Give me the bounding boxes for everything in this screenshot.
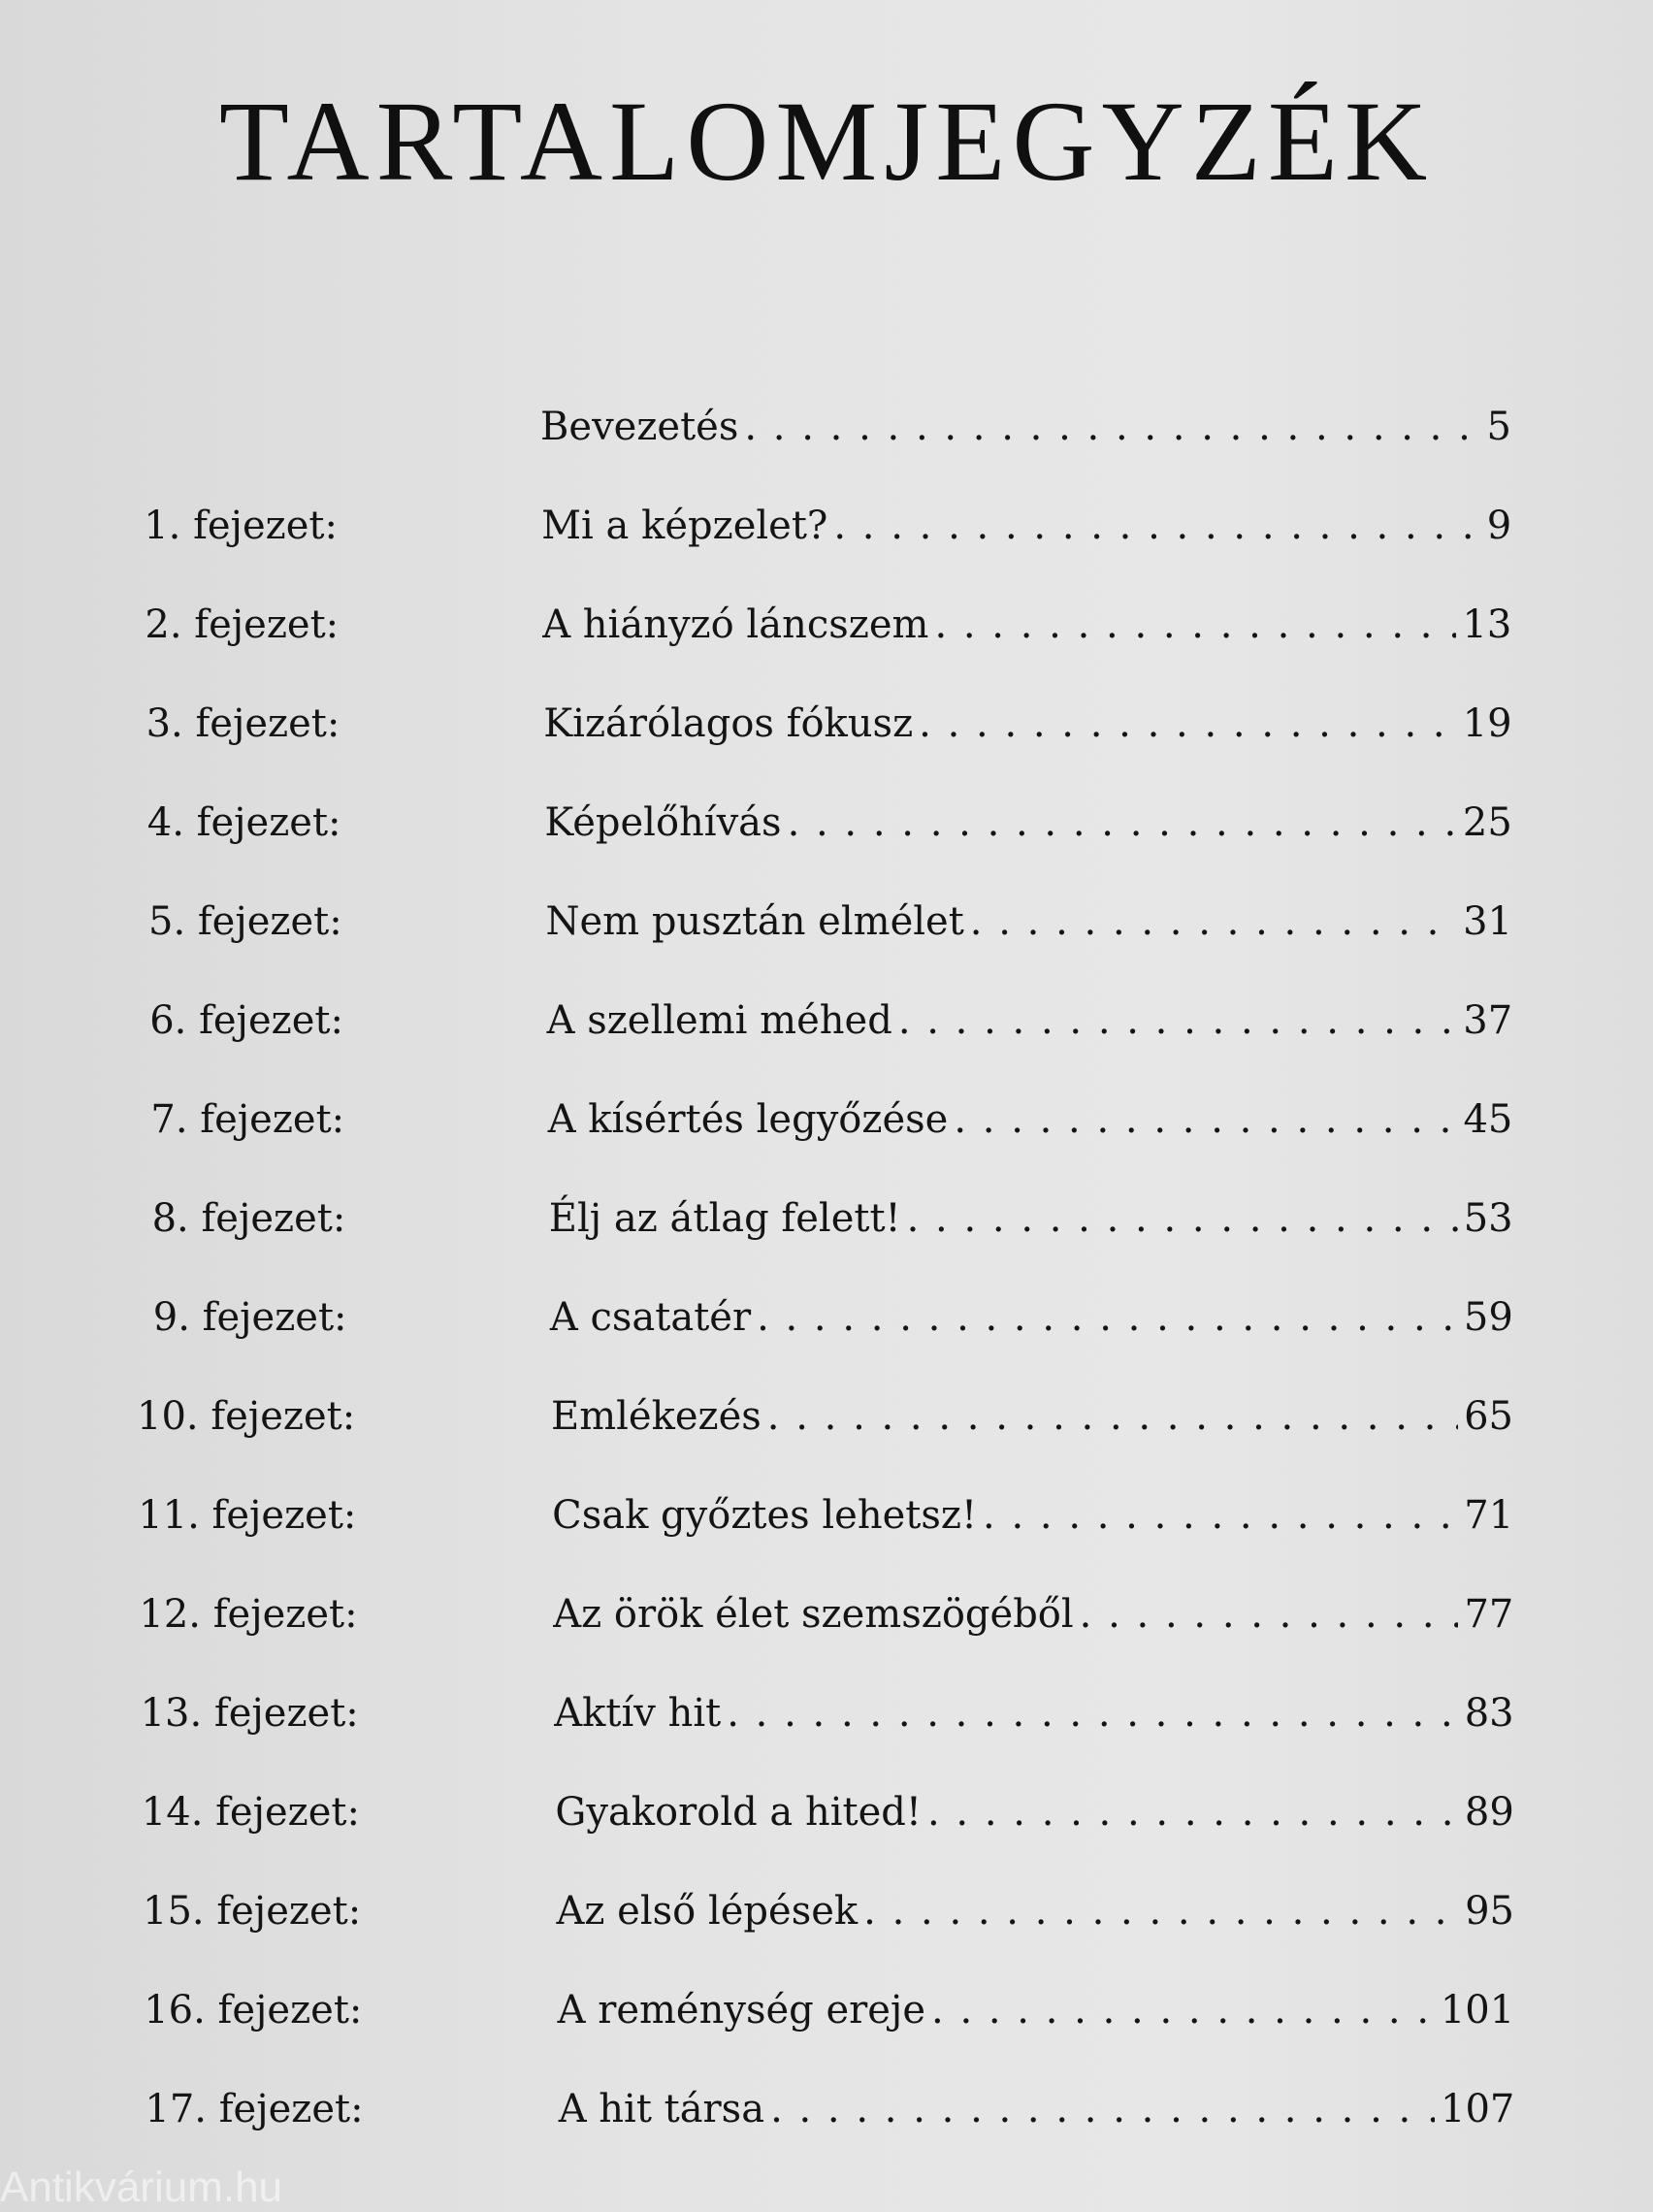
- chapter-label: 5. fejezet:: [148, 899, 342, 944]
- entry-title: A reménység ereje: [557, 1988, 926, 2033]
- page-number: 45: [1463, 1097, 1513, 1142]
- dot-leader: [788, 789, 1457, 857]
- dot-leader: [954, 1086, 1457, 1154]
- page-number: 25: [1462, 800, 1512, 845]
- page-number: 89: [1464, 1790, 1514, 1835]
- toc-entry: [555, 1778, 1513, 1846]
- dot-leader: [919, 690, 1457, 758]
- toc-row: [0, 1679, 1653, 1747]
- entry-title: Az örök élet szemszögéből: [553, 1592, 1074, 1637]
- toc-row: [0, 1086, 1653, 1154]
- chapter-label: 1. fejezet:: [144, 504, 338, 548]
- toc-row: [0, 1580, 1653, 1648]
- page-number: 71: [1464, 1493, 1514, 1538]
- dot-leader: [970, 888, 1457, 956]
- entry-title: A kísértés legyőzése: [547, 1097, 949, 1142]
- page-number: 37: [1463, 998, 1513, 1043]
- chapter-label: 13. fejezet:: [140, 1691, 359, 1736]
- entry-title: Mi a képzelet?: [541, 504, 828, 548]
- toc-row: [0, 1185, 1653, 1252]
- toc-entry: [553, 1580, 1513, 1648]
- chapter-label: 16. fejezet:: [144, 1988, 363, 2033]
- toc-entry: [552, 1481, 1513, 1549]
- toc-entry: [542, 591, 1511, 659]
- toc-entry: [540, 393, 1511, 461]
- entry-title: Aktív hit: [554, 1691, 722, 1736]
- toc-entry: [549, 1185, 1513, 1252]
- toc-row: [0, 789, 1653, 857]
- dot-leader: [934, 591, 1456, 659]
- dot-leader: [833, 492, 1480, 560]
- page-number: 5: [1486, 405, 1511, 449]
- dot-leader: [907, 1185, 1458, 1252]
- chapter-label: 15. fejezet:: [143, 1889, 362, 1934]
- toc-entry: [559, 2075, 1515, 2143]
- toc-entry: [550, 1284, 1513, 1351]
- entry-title: Képelőhívás: [544, 800, 782, 845]
- toc-entry: [543, 690, 1511, 758]
- chapter-label: 4. fejezet:: [146, 800, 341, 845]
- chapter-label: 11. fejezet:: [138, 1493, 357, 1538]
- page-number: 53: [1463, 1196, 1513, 1241]
- toc-row: [0, 1778, 1653, 1846]
- page-number: 95: [1465, 1889, 1514, 1934]
- toc-row: [0, 393, 1653, 461]
- toc-row: [0, 2075, 1653, 2143]
- entry-title: A csatatér: [549, 1295, 752, 1340]
- page-number: 65: [1464, 1394, 1513, 1439]
- toc-row: [0, 987, 1653, 1055]
- dot-leader: [898, 987, 1457, 1055]
- toc-entry: [541, 492, 1511, 560]
- chapter-label: 10. fejezet:: [137, 1394, 356, 1439]
- page-number: 59: [1463, 1295, 1513, 1340]
- dot-leader: [1080, 1580, 1459, 1648]
- page-number: 31: [1463, 899, 1512, 944]
- dot-leader: [770, 2075, 1435, 2143]
- dot-leader: [983, 1481, 1458, 1549]
- toc-row: [0, 492, 1653, 560]
- chapter-label: 8. fejezet:: [151, 1196, 346, 1241]
- entry-title: Emlékezés: [551, 1394, 762, 1439]
- entry-title: Bevezetés: [540, 405, 739, 449]
- page-number: 101: [1440, 1988, 1515, 2033]
- chapter-label: 14. fejezet:: [141, 1790, 360, 1835]
- toc-row: [0, 1284, 1653, 1351]
- page-number: 9: [1486, 504, 1512, 548]
- watermark: Antikvárium.hu: [0, 2163, 283, 2211]
- entry-title: Kizárólagos fókusz: [543, 701, 914, 746]
- dot-leader: [757, 1284, 1458, 1351]
- page-number: 77: [1464, 1592, 1514, 1637]
- chapter-label: 7. fejezet:: [150, 1097, 345, 1142]
- toc-entry: [558, 1976, 1515, 2044]
- dot-leader: [727, 1679, 1458, 1747]
- toc-row: [0, 1481, 1653, 1549]
- page-number: 19: [1462, 701, 1512, 746]
- toc-entry: [544, 789, 1511, 857]
- toc-row: [0, 1976, 1653, 2044]
- dot-leader: [927, 1778, 1459, 1846]
- dot-leader: [767, 1382, 1458, 1450]
- chapter-label: 12. fejezet:: [139, 1592, 358, 1637]
- toc-row: [0, 690, 1653, 758]
- toc-entry: [557, 1877, 1515, 1945]
- toc-entry: [554, 1679, 1513, 1747]
- toc-entry: [551, 1382, 1513, 1450]
- dot-leader: [744, 393, 1480, 461]
- entry-title: Csak győztes lehetsz!: [552, 1493, 978, 1538]
- chapter-label: 3. fejezet:: [146, 701, 340, 746]
- toc-row: [0, 888, 1653, 956]
- page-number: 13: [1462, 602, 1512, 647]
- entry-title: Élj az átlag felett!: [548, 1196, 901, 1241]
- chapter-label: 9. fejezet:: [152, 1295, 347, 1340]
- toc-row: [0, 1877, 1653, 1945]
- page-number: 83: [1464, 1691, 1514, 1736]
- entry-title: A hit társa: [558, 2087, 765, 2131]
- chapter-label: 6. fejezet:: [149, 998, 343, 1043]
- toc-row: [0, 591, 1653, 659]
- entry-title: Az első lépések: [556, 1889, 859, 1934]
- dot-leader: [863, 1877, 1459, 1945]
- page-number: 107: [1441, 2087, 1515, 2131]
- toc-entry: [547, 987, 1513, 1055]
- chapter-label: 2. fejezet:: [145, 602, 340, 647]
- toc-row: [0, 1382, 1653, 1450]
- entry-title: Gyakorold a hited!: [555, 1790, 922, 1835]
- entry-title: A hiányzó láncszem: [542, 602, 929, 647]
- dot-leader: [931, 1976, 1435, 2044]
- entry-title: A szellemi méhed: [546, 998, 892, 1043]
- page-title: TARTALOMJEGYZÉK: [218, 78, 1435, 205]
- chapter-label: 17. fejezet:: [145, 2087, 364, 2131]
- toc-entry: [546, 888, 1513, 956]
- entry-title: Nem pusztán elmélet: [545, 899, 964, 944]
- toc-entry: [548, 1086, 1513, 1154]
